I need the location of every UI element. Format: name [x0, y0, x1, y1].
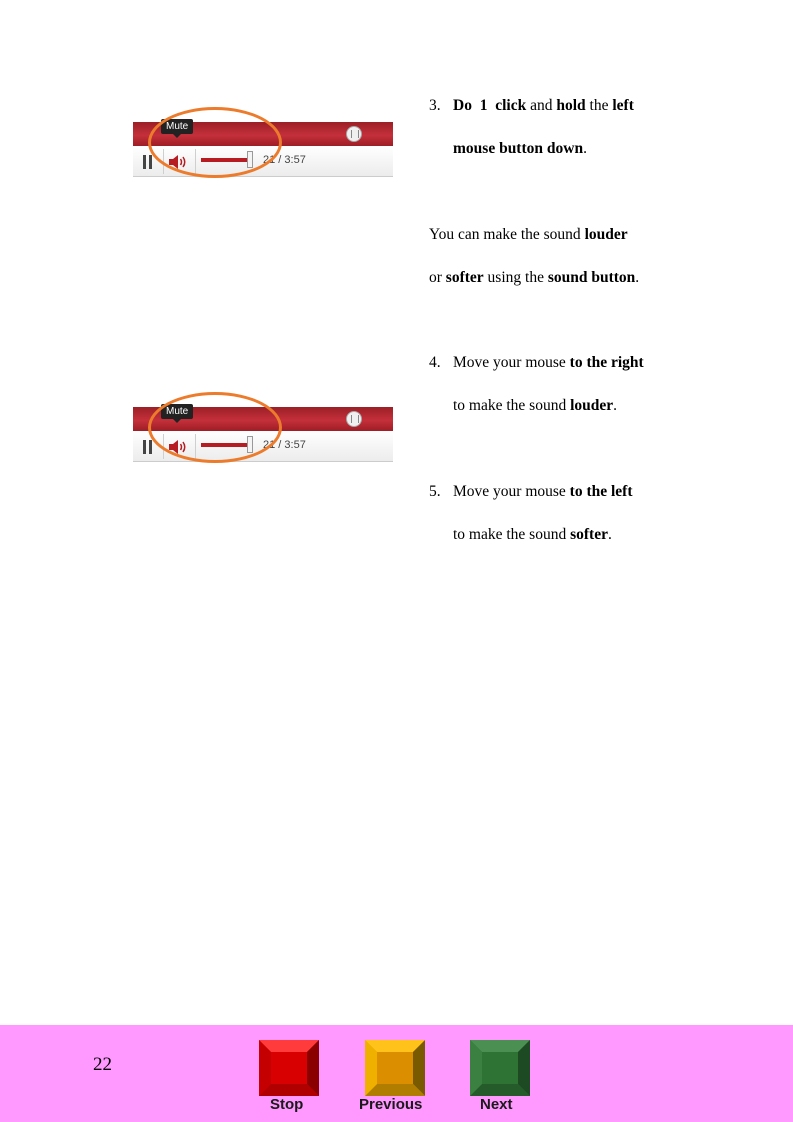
- next-icon: [470, 1040, 530, 1096]
- step-5-direction: to the left: [569, 483, 633, 500]
- time-readout: 21 / 3:57: [263, 439, 306, 451]
- period: .: [607, 526, 612, 543]
- note-using: using the: [487, 269, 544, 286]
- word-one: 1: [479, 97, 488, 114]
- step-3-line-2: [453, 139, 587, 159]
- word-hold: hold: [556, 97, 586, 114]
- scroll-knob-icon: [346, 126, 362, 142]
- highlight-ring: [148, 392, 282, 463]
- word-the: the: [589, 97, 609, 114]
- word-do: Do: [453, 97, 472, 114]
- step-5-text-2: to make the sound: [453, 526, 567, 543]
- player-screenshot-1: [133, 122, 393, 177]
- stop-icon: [259, 1040, 319, 1096]
- step-4-result: louder: [570, 397, 614, 414]
- previous-button[interactable]: [365, 1040, 425, 1096]
- highlight-ring: [148, 107, 282, 178]
- step-5-line-2: [453, 525, 612, 545]
- word-click: click: [495, 97, 527, 114]
- period: .: [635, 269, 640, 286]
- next-button[interactable]: [470, 1040, 530, 1096]
- step-number: 5.: [429, 483, 441, 500]
- word-and: and: [530, 97, 553, 114]
- step-3-line-1: [429, 96, 634, 116]
- step-4-text: Move your mouse: [453, 354, 566, 371]
- player-screenshot-2: [133, 407, 393, 462]
- step-4-line-1: [429, 353, 644, 373]
- pause-icon: [142, 155, 154, 169]
- note-line-2: [429, 268, 639, 288]
- step-5-text: Move your mouse: [453, 483, 566, 500]
- note-sound-button: sound button: [547, 269, 636, 286]
- mute-tooltip: Mute: [161, 119, 193, 134]
- page-number: 22: [93, 1054, 112, 1075]
- stop-button[interactable]: [259, 1040, 319, 1096]
- step-number: 4.: [429, 354, 441, 371]
- next-label[interactable]: Next: [480, 1096, 513, 1113]
- step-number: 3.: [429, 97, 441, 114]
- step-5-result: softer: [570, 526, 608, 543]
- note-text: You can make the sound: [429, 226, 581, 243]
- step-4-direction: to the right: [569, 354, 644, 371]
- note-softer: softer: [445, 269, 484, 286]
- step-4-text-2: to make the sound: [453, 397, 567, 414]
- footer-nav: [0, 1025, 793, 1122]
- time-readout: 21 / 3:57: [263, 154, 306, 166]
- previous-icon: [365, 1040, 425, 1096]
- step-5-line-1: [429, 482, 633, 502]
- pause-icon: [142, 440, 154, 454]
- note-louder: louder: [584, 226, 628, 243]
- note-or: or: [429, 269, 442, 286]
- previous-label[interactable]: Previous: [359, 1096, 423, 1113]
- mouse-button-down: mouse button down: [453, 140, 584, 157]
- period: .: [583, 140, 587, 157]
- scroll-knob-icon: [346, 411, 362, 427]
- word-left: left: [612, 97, 634, 114]
- period: .: [613, 397, 618, 414]
- step-4-line-2: [453, 396, 617, 416]
- note-line-1: [429, 225, 628, 245]
- mute-tooltip: Mute: [161, 404, 193, 419]
- stop-label[interactable]: Stop: [270, 1096, 304, 1113]
